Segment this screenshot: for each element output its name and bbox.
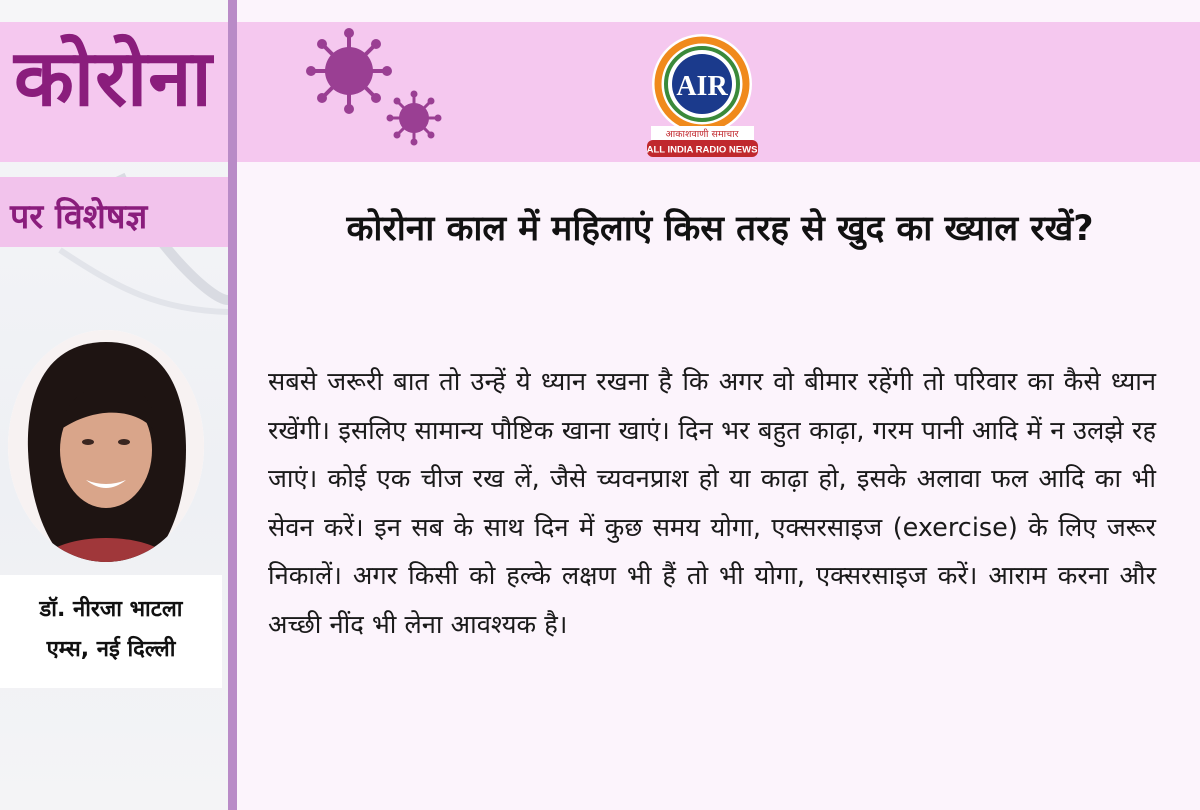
article-headline: कोरोना काल में महिलाएं किस तरह से खुद का ख्याल रखें? xyxy=(346,209,1094,249)
portrait-image xyxy=(8,330,204,562)
virus-icon-small xyxy=(386,90,442,146)
expert-subtitle: पर विशेषज्ञ xyxy=(10,197,148,237)
corona-title: कोरोना xyxy=(14,34,213,124)
article-body: सबसे जरूरी बात तो उन्हें ये ध्यान रखना है कि अगर वो बीमार रहेंगी तो परिवार का कैसे ध्यान रखेंगी। इसलिए सामान्य पौष्टिक खाना खाएं। दिन भर बहुत काढ़ा, गरम पानी आदि में न उलझे रह जाएं। कोई एक चीज रख लें, जैसे च्यवनप्राश हो या काढ़ा हो, इसके अलावा फल आदि का भी सेवन करें। इन सब के साथ दिन में कुछ समय योगा, एक्सरसाइज (exercise) के लिए जरूर निकालें। अगर किसी को हल्के लक्षण भी हैं तो भी योगा, एक्सरसाइज करें। आराम करना और अच्छी नींद भी लेना आवश्यक है। xyxy=(268,367,1156,640)
logo-hindi-text: आकाशवाणी समाचार xyxy=(665,129,739,140)
expert-name: डॉ. नीरजा भाटला xyxy=(39,597,183,622)
logo-english-text: ALL INDIA RADIO NEWS xyxy=(646,144,758,156)
expert-caption-box xyxy=(0,575,222,688)
expert-portrait xyxy=(8,330,204,562)
expert-affiliation: एम्स, नई दिल्ली xyxy=(46,637,176,662)
logo-emblem-text: AIR xyxy=(676,71,728,102)
panel-divider xyxy=(228,0,237,810)
virus-icon xyxy=(306,28,392,114)
all-india-radio-logo xyxy=(645,32,760,158)
